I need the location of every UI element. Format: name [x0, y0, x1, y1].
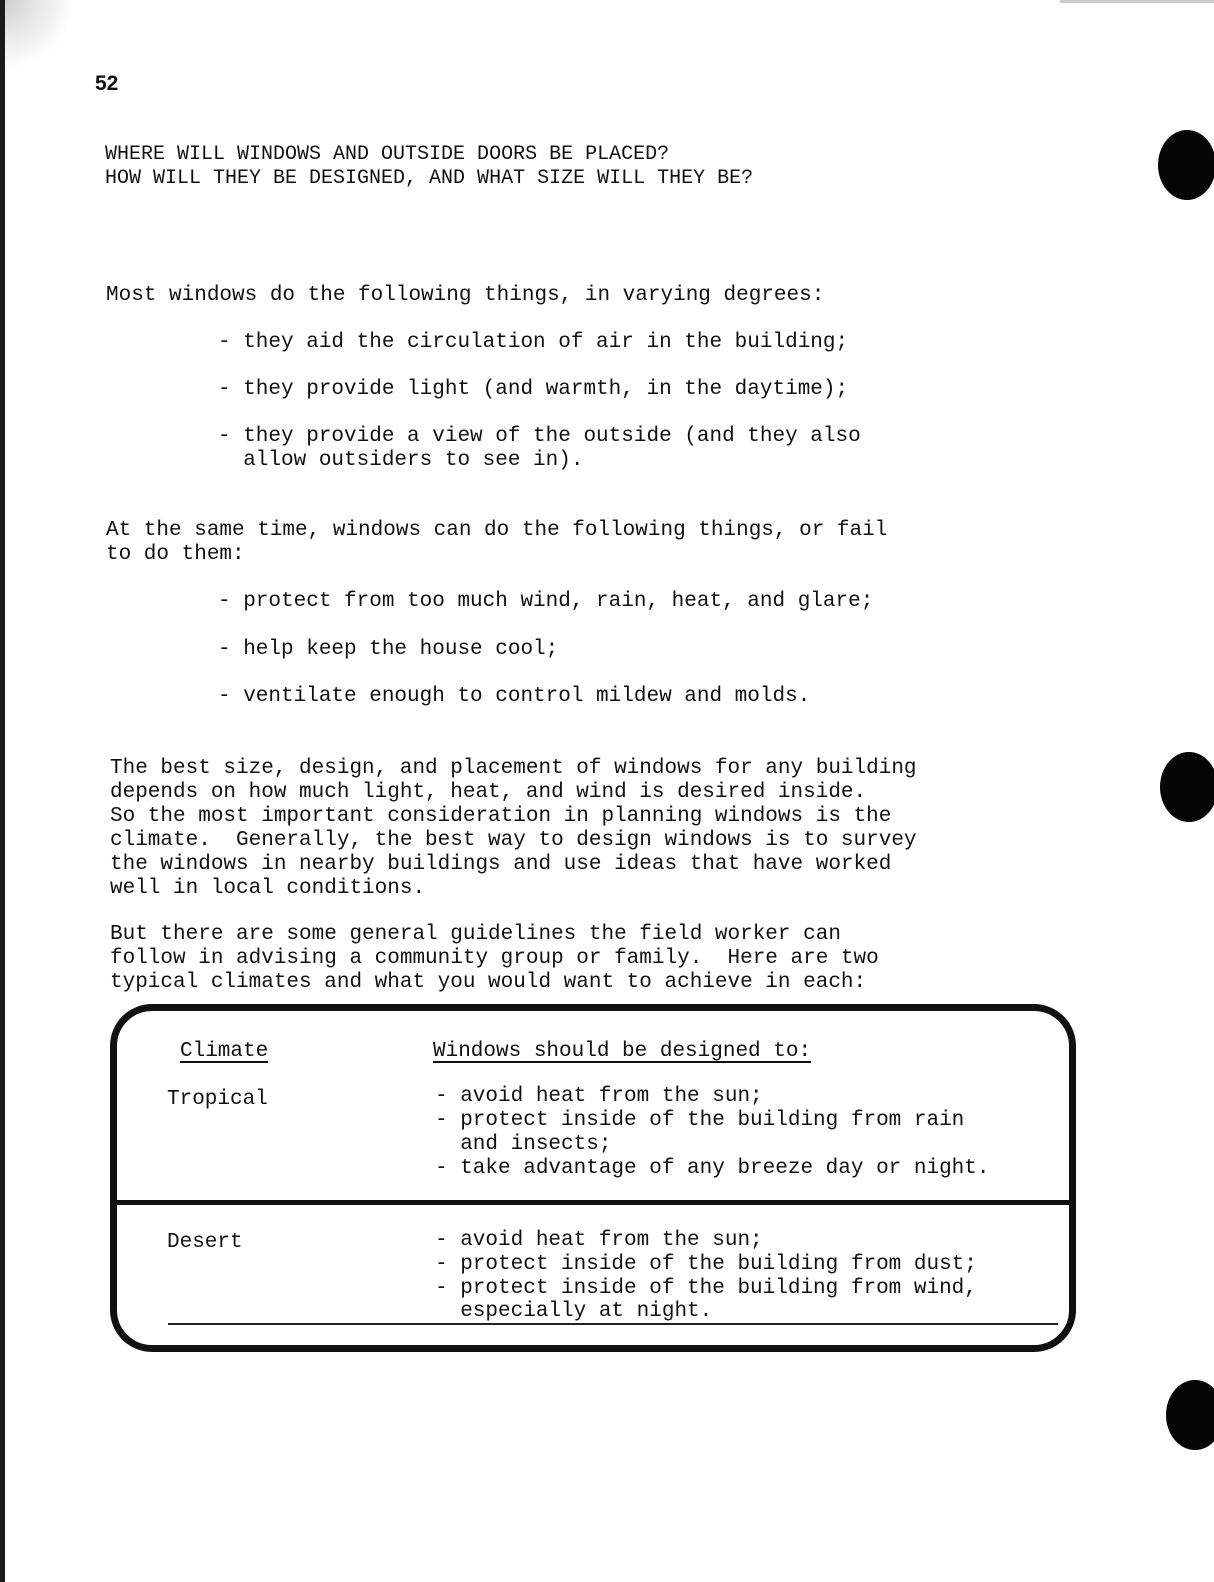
intro-text: Most windows do the following things, in varying degrees: — [106, 284, 825, 307]
tropical-guideline: - take advantage of any breeze day or night. — [435, 1157, 990, 1180]
paragraph-1-line: the windows in nearby buildings and use ideas that have worked — [110, 853, 892, 876]
paragraph-1-line: climate. Generally, the best way to design windows is to survey — [110, 829, 917, 852]
binder-hole-bottom — [1166, 1380, 1214, 1450]
paragraph-1-line: depends on how much light, heat, and wind is desired inside. — [110, 781, 867, 804]
function-item: - ventilate enough to control mildew and molds. — [218, 685, 811, 708]
desert-guideline-continued: especially at night. — [435, 1300, 713, 1323]
benefit-item: - they provide light (and warmth, in the daytime); — [218, 378, 849, 401]
paragraph-2-line: typical climates and what you would want to achieve in each: — [110, 971, 867, 994]
scan-corner-smudge — [5, 0, 75, 70]
tropical-guideline: - avoid heat from the sun; — [435, 1085, 763, 1108]
paragraph-2-line: follow in advising a community group or family. Here are two — [110, 947, 879, 970]
heading-line-2: HOW WILL THEY BE DESIGNED, AND WHAT SIZE WILL THEY BE? — [105, 167, 754, 190]
scan-left-edge — [0, 0, 5, 1582]
binder-hole-middle — [1160, 752, 1214, 822]
desert-guideline: - protect inside of the building from dust; — [435, 1253, 977, 1276]
climate-name-desert: Desert — [167, 1231, 243, 1254]
desert-guideline: - avoid heat from the sun; — [435, 1229, 763, 1252]
function-item: - protect from too much wind, rain, heat, and glare; — [218, 590, 874, 613]
column-header-climate: Climate — [180, 1040, 269, 1063]
paragraph-1-line: well in local conditions. — [110, 877, 426, 900]
scan-top-edge — [1060, 0, 1214, 3]
paragraph-1-line: So the most important consideration in planning windows is the — [110, 805, 892, 828]
benefit-item: - they provide a view of the outside (and they also — [218, 425, 861, 448]
desert-guideline: - protect inside of the building from wind, — [435, 1277, 977, 1300]
second-intro-line-2: to do them: — [106, 543, 245, 566]
column-header-windows: Windows should be designed to: — [433, 1040, 812, 1063]
binder-hole-top — [1158, 130, 1214, 200]
tropical-guideline: - protect inside of the building from rain — [435, 1109, 965, 1132]
paragraph-1-line: The best size, design, and placement of windows for any building — [110, 757, 917, 780]
benefit-item: - they aid the circulation of air in the building; — [218, 331, 849, 354]
heading-line-1: WHERE WILL WINDOWS AND OUTSIDE DOORS BE PLACED? — [105, 143, 670, 166]
second-intro-line-1: At the same time, windows can do the following things, or fail — [106, 519, 888, 542]
climate-name-tropical: Tropical — [167, 1088, 268, 1111]
table-row-divider — [114, 1200, 1076, 1205]
page-number: 52 — [95, 72, 119, 95]
benefit-item-continued: allow outsiders to see in). — [218, 449, 584, 472]
paragraph-2-line: But there are some general guidelines the field worker can — [110, 923, 841, 946]
function-item: - help keep the house cool; — [218, 638, 559, 661]
tropical-guideline-continued: and insects; — [435, 1133, 612, 1156]
